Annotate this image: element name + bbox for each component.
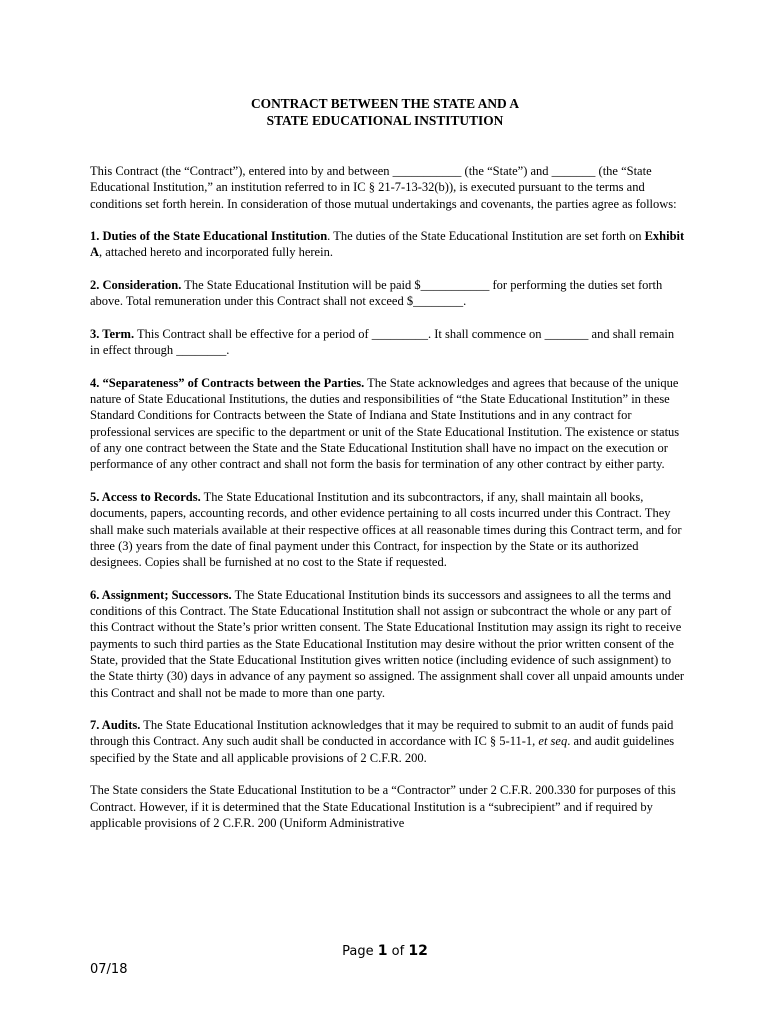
of-word: of (387, 944, 409, 959)
section-3-heading: 3. Term. (90, 326, 135, 341)
section-6-heading: 6. Assignment; Successors. (90, 587, 232, 602)
document-body (90, 163, 686, 847)
section-2 (90, 277, 686, 310)
section-1-text-b: , attached hereto and incorporated fully herein. (99, 245, 333, 260)
section-5-heading: 5. Access to Records. (90, 489, 201, 504)
section-7-continuation: The State considers the State Educational Institution to be a “Contractor” under 2 C.F.R. 200.330 for purposes of this Contract. However, if it is determined that the State Educational Institution is a “subrecipient” and if required by applicable provisions of 2 C.F.R. 200 (Uniform Administrative (90, 783, 676, 830)
section-7-text-a: The State Educational Institution acknowledges that it may be required to submit to an audit of funds paid through this Contract. Any such audit shall be conducted in accordance with IC § 5-11-1, (90, 718, 674, 749)
section-5 (90, 489, 686, 570)
title-line-2: STATE EDUCATIONAL INSTITUTION (266, 113, 504, 128)
section-2-heading: 2. Consideration. (90, 278, 182, 293)
title-line-1: CONTRACT BETWEEN THE STATE AND A (250, 96, 519, 111)
revision-date: 07/18 (90, 962, 128, 977)
section-4-text: The State acknowledges and agrees that because of the unique nature of State Educational Institutions, the duties and responsibilities of “the State Educational Institution” in these Standard Conditions for Contracts between the State of Indiana and State Institutions and in any contract for professional services are specific to the department or unit of the State Educational Institution. The existence or status of any one contract between the State and the State Educational Institution shall have no impact on the execution or performance of any other contract and shall not form the basis for termination of any other contract by either party. (90, 375, 680, 472)
section-1-text-a: . The duties of the State Educational Institution are set forth on (327, 229, 645, 244)
section-2-text: The State Educational Institution will be paid $___________ for performing the duties set forth above. Total remuneration under this Contract shall not exceed $________. (90, 278, 663, 309)
section-3-text: This Contract shall be effective for a period of _________. It shall commence on _______ and shall remain in effect through ________. (90, 326, 675, 358)
section-7-heading: 7. Audits. (90, 718, 141, 733)
section-1 (90, 228, 686, 261)
section-6 (90, 587, 686, 701)
section-7 (90, 717, 686, 766)
document-title (90, 95, 680, 129)
page-word: Page (342, 944, 378, 959)
current-page: 1 (377, 943, 388, 959)
section-7-italic: et seq (538, 734, 568, 749)
exhibit-a-reference: Exhibit A (90, 229, 685, 260)
section-6-text: The State Educational Institution binds its successors and assignees to all the terms and conditions of this Contract. The State Educational Institution shall not assign or subcontract the whole or any part of this Contract without the State’s prior written consent. The State Educational Institution may assign its right to receive payments to such third parties as the State Educational Institution may desire without the prior written consent of the State, provided that the State Educational Institution gives written notice (including evidence of such assignment) to the State thirty (30) days in advance of any payment so assigned. The assignment shall cover all unpaid amounts under this Contract and shall not be made to more than one party. (90, 587, 685, 700)
section-4 (90, 375, 686, 473)
intro-paragraph: This Contract (the “Contract”), entered into by and between ___________ (the “State”) and _______ (the “State Educational Institution,” an institution referred to in IC § 21-7-13-32(b)), is executed pursuant to the terms and conditions set forth herein. In consideration of those mutual undertakings and covenants, the parties agree as follows: (90, 164, 677, 211)
section-5-text: The State Educational Institution and its subcontractors, if any, shall maintain all books, documents, papers, accounting records, and other evidence pertaining to all costs incurred under this Contract. They shall make such materials available at their respective offices at all reasonable times during this Contract term, and for three (3) years from the date of final payment under this Contract, for inspection by the State or its authorized designees. Copies shall be furnished at no cost to the State if requested. (90, 489, 682, 570)
section-7-text-b: . and audit guidelines specified by the State and all applicable provisions of 2 C.F.R. 200. (90, 734, 675, 765)
page-number (0, 943, 770, 959)
section-3 (90, 326, 686, 359)
total-pages: 12 (408, 943, 428, 959)
section-1-heading: 1. Duties of the State Educational Institution (90, 229, 328, 244)
section-4-heading: 4. “Separateness” of Contracts between the Parties. (90, 375, 365, 390)
